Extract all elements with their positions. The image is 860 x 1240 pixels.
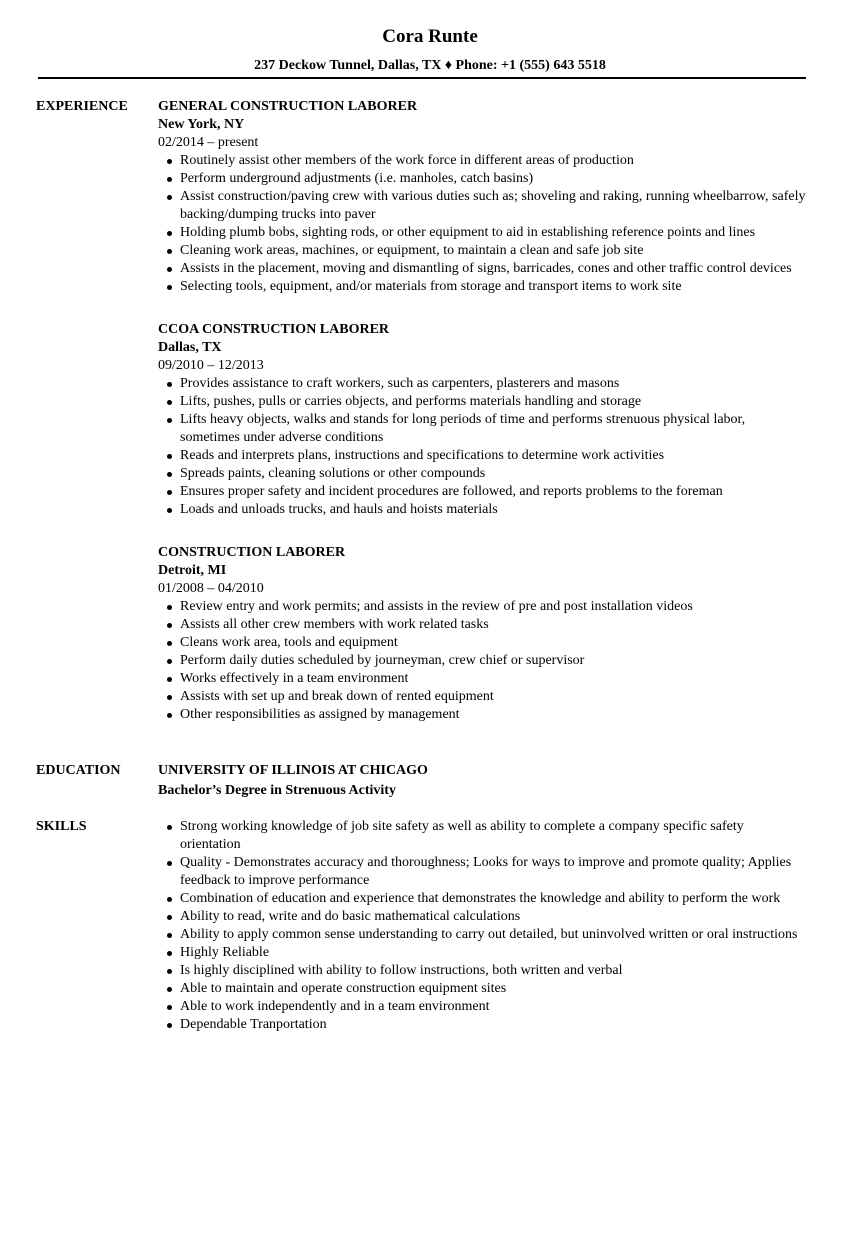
job-title: GENERAL CONSTRUCTION LABORER [158, 99, 418, 114]
job-entry [158, 544, 806, 724]
skill-item: Quality - Demonstrates accuracy and thoroughness; Looks for ways to improve and promote quality; Applies feedback to improve performance [180, 854, 806, 890]
header-divider [38, 77, 806, 79]
degree: Bachelor’s Degree in Strenuous Activity [158, 783, 396, 798]
skill-item: Is highly disciplined with ability to follow instructions, both written and verbal [180, 962, 806, 980]
experience-list [158, 98, 806, 749]
list-item: Loads and unloads trucks, and hauls and hoists materials [180, 501, 806, 519]
list-item: Cleaning work areas, machines, or equipment, to maintain a clean and safe job site [180, 242, 806, 260]
list-item: Assists in the placement, moving and dismantling of signs, barricades, cones and other traffic control devices [180, 260, 806, 278]
section-label: EDUCATION [36, 763, 121, 778]
section-label: SKILLS [36, 819, 87, 834]
list-item: Lifts heavy objects, walks and stands for long periods of time and performs strenuous physical labor, sometimes under adverse conditions [180, 411, 806, 447]
list-item: Holding plumb bobs, sighting rods, or other equipment to aid in establishing reference points and lines [180, 224, 806, 242]
list-item: Perform daily duties scheduled by journeyman, crew chief or supervisor [180, 652, 806, 670]
list-item: Assists with set up and break down of rented equipment [180, 688, 806, 706]
job-title: CCOA CONSTRUCTION LABORER [158, 322, 390, 337]
job-bullets [158, 375, 806, 519]
skill-item: Strong working knowledge of job site safety as well as ability to complete a company specific safety orientation [180, 818, 806, 854]
list-item: Assists all other crew members with work related tasks [180, 616, 806, 634]
skill-item: Highly Reliable [180, 944, 806, 962]
job-entry [158, 98, 806, 296]
skill-item: Combination of education and experience that demonstrates the knowledge and ability to perform the work [180, 890, 806, 908]
list-item: Other responsibilities as assigned by management [180, 706, 806, 724]
section-label: EXPERIENCE [36, 99, 128, 114]
list-item: Routinely assist other members of the work force in different areas of production [180, 152, 806, 170]
list-item: Reads and interprets plans, instructions and specifications to determine work activities [180, 447, 806, 465]
job-title: CONSTRUCTION LABORER [158, 545, 346, 560]
list-item: Lifts, pushes, pulls or carries objects, and performs materials handling and storage [180, 393, 806, 411]
job-bullets [158, 598, 806, 724]
list-item: Review entry and work permits; and assists in the review of pre and post installation videos [180, 598, 806, 616]
resume-header [0, 0, 860, 75]
skill-item: Ability to apply common sense understanding to carry out detailed, but uninvolved written or oral instructions [180, 926, 806, 944]
job-dates: 01/2008 – 04/2010 [158, 581, 264, 596]
skills-list [158, 818, 806, 1034]
job-location: Dallas, TX [158, 340, 222, 355]
job-location: New York, NY [158, 117, 245, 132]
education-section [36, 762, 806, 800]
skills-section [36, 818, 806, 1034]
job-dates: 02/2014 – present [158, 135, 259, 150]
list-item: Perform underground adjustments (i.e. manholes, catch basins) [180, 170, 806, 188]
list-item: Ensures proper safety and incident procedures are followed, and reports problems to the foreman [180, 483, 806, 501]
list-item: Selecting tools, equipment, and/or materials from storage and transport items to work site [180, 278, 806, 296]
job-location: Detroit, MI [158, 563, 227, 578]
list-item: Provides assistance to craft workers, such as carpenters, plasterers and masons [180, 375, 806, 393]
list-item: Cleans work area, tools and equipment [180, 634, 806, 652]
list-item: Assist construction/paving crew with various duties such as; shoveling and raking, running wheelbarrow, safely backing/dumping trucks into paver [180, 189, 806, 222]
job-entry [158, 321, 806, 519]
school-name: UNIVERSITY OF ILLINOIS AT CHICAGO [158, 763, 428, 778]
experience-section [36, 98, 806, 749]
contact-info: 237 Deckow Tunnel, Dallas, TX ♦ Phone: +1 (555) 643 5518 [254, 58, 606, 73]
job-dates: 09/2010 – 12/2013 [158, 358, 264, 373]
skill-item: Able to work independently and in a team environment [180, 998, 806, 1016]
skill-item: Dependable Tranportation [180, 1016, 806, 1034]
skill-item: Ability to read, write and do basic mathematical calculations [180, 908, 806, 926]
candidate-name: Cora Runte [382, 26, 478, 47]
job-bullets [158, 152, 806, 296]
list-item: Works effectively in a team environment [180, 670, 806, 688]
list-item: Spreads paints, cleaning solutions or other compounds [180, 465, 806, 483]
skill-item: Able to maintain and operate construction equipment sites [180, 980, 806, 998]
